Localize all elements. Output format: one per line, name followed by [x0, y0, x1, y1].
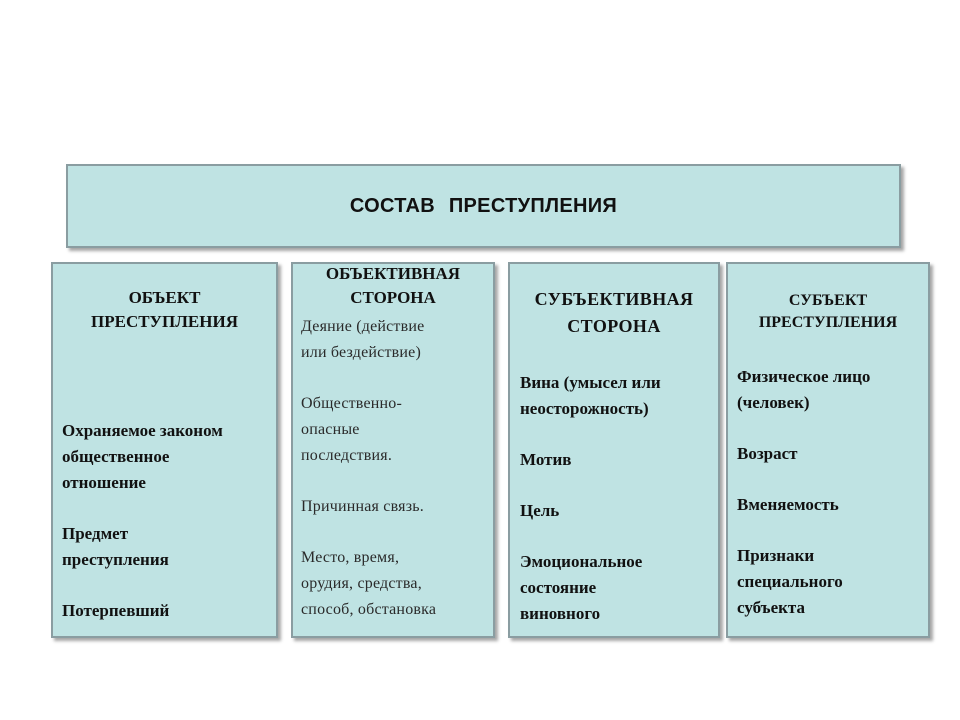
list-item: Деяние (действие или бездействие) — [301, 318, 425, 361]
column-items — [728, 364, 928, 621]
column-title: СУБЪЕКТ ПРЕСТУПЛЕНИЯ — [758, 292, 898, 331]
column-title: СУБЪЕКТИВНАЯ СТОРОНА — [534, 289, 694, 336]
list-item: Предмет преступления — [62, 524, 169, 569]
column-items — [293, 314, 493, 623]
list-item: Общественно- опасные последствия. — [301, 395, 403, 464]
list-item: Вменяемость — [737, 495, 839, 514]
list-item: Цель — [520, 501, 560, 520]
column-objective-side — [291, 262, 495, 638]
column-items — [510, 370, 718, 627]
column-title: ОБЪЕКТИВНАЯ СТОРОНА — [325, 264, 461, 307]
column-object — [51, 262, 278, 638]
header-box — [66, 164, 901, 248]
list-item: Мотив — [520, 450, 572, 469]
list-item: Эмоциональное состояние виновного — [520, 552, 643, 623]
list-item: Вина (умысел или неосторожность) — [520, 373, 661, 418]
list-item: Место, время, орудия, средства, способ, обстановка — [301, 549, 437, 618]
list-item: Физическое лицо (человек) — [737, 367, 871, 412]
column-subjective-side — [508, 262, 720, 638]
diagram-title: СОСТАВ ПРЕСТУПЛЕНИЯ — [349, 194, 618, 217]
column-title: ОБЪЕКТ ПРЕСТУПЛЕНИЯ — [91, 288, 238, 331]
list-item: Потерпевший — [62, 601, 170, 620]
column-subject — [726, 262, 930, 638]
list-item: Возраст — [737, 444, 798, 463]
list-item: Охраняемое законом общественное отношение — [62, 421, 223, 492]
list-item: Причинная связь. — [301, 498, 424, 515]
list-item: Признаки специального субъекта — [737, 546, 843, 617]
column-items — [53, 418, 276, 624]
